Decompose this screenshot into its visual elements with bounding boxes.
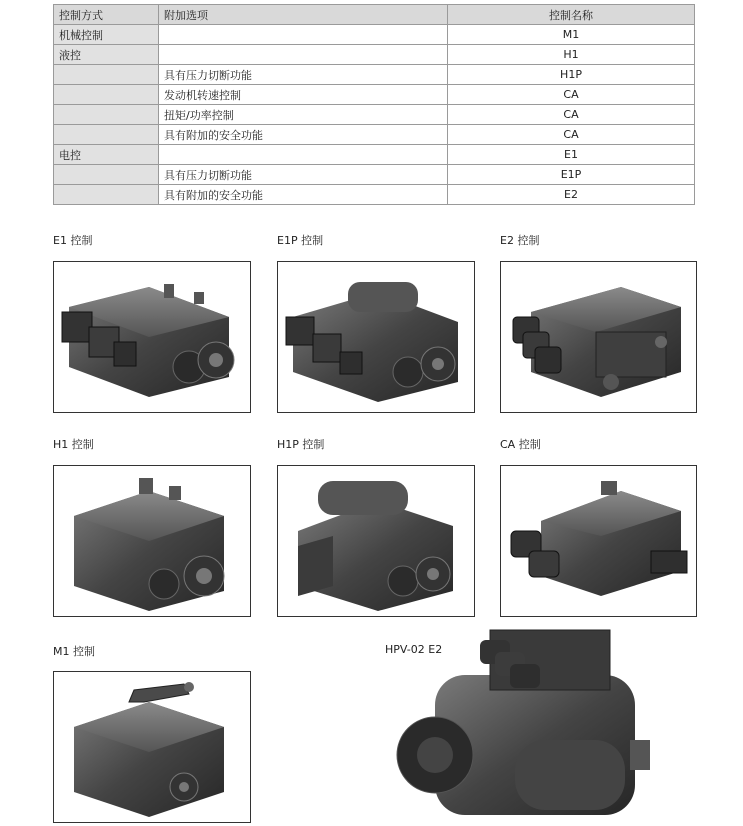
cell-code: H1 (448, 45, 695, 65)
cell-code: E1P (448, 165, 695, 185)
cell-option (159, 25, 448, 45)
cell-mode (54, 65, 159, 85)
caption-e2: E2 控制 (500, 234, 540, 247)
e2-control-image (501, 262, 696, 412)
control-options-table (53, 4, 695, 205)
caption-h1p: H1P 控制 (277, 438, 325, 451)
caption-ca: CA 控制 (500, 438, 541, 451)
header-control-name: 控制名称 (448, 5, 695, 25)
cell-code: CA (448, 85, 695, 105)
cell-option (159, 45, 448, 65)
cell-mode (54, 125, 159, 145)
caption-e1: E1 控制 (53, 234, 93, 247)
cell-option: 具有附加的安全功能 (159, 125, 448, 145)
cell-code: H1P (448, 65, 695, 85)
caption-e1p: E1P 控制 (277, 234, 324, 247)
cell-option: 具有压力切断功能 (159, 65, 448, 85)
cell-code: CA (448, 125, 695, 145)
cell-mode: 液控 (54, 45, 159, 65)
table-row (54, 105, 695, 125)
cell-code: E2 (448, 185, 695, 205)
h1-control-image (54, 466, 250, 616)
cell-option: 发动机转速控制 (159, 85, 448, 105)
table-row (54, 65, 695, 85)
figure-e1-control (53, 261, 251, 413)
cell-mode: 电控 (54, 145, 159, 165)
cell-code: M1 (448, 25, 695, 45)
hpv02-e2-pump-image (395, 620, 695, 826)
e1-control-image (54, 262, 250, 412)
cell-mode (54, 105, 159, 125)
cell-mode (54, 165, 159, 185)
cell-option: 扭矩/功率控制 (159, 105, 448, 125)
m1-control-image (54, 672, 250, 822)
ca-control-image (501, 466, 696, 616)
header-control-mode: 控制方式 (54, 5, 159, 25)
table-row (54, 185, 695, 205)
cell-code: CA (448, 105, 695, 125)
h1p-control-image (278, 466, 474, 616)
figure-e1p-control (277, 261, 475, 413)
table-row (54, 165, 695, 185)
header-additional-option: 附加选项 (159, 5, 448, 25)
figure-m1-control (53, 671, 251, 823)
cell-mode: 机械控制 (54, 25, 159, 45)
cell-mode (54, 185, 159, 205)
figure-h1p-control (277, 465, 475, 617)
table-row (54, 45, 695, 65)
figure-ca-control (500, 465, 697, 617)
caption-h1: H1 控制 (53, 438, 94, 451)
caption-m1: M1 控制 (53, 645, 95, 658)
table-header-row (54, 5, 695, 25)
table-row (54, 145, 695, 165)
cell-option: 具有附加的安全功能 (159, 185, 448, 205)
figure-e2-control (500, 261, 697, 413)
table-row (54, 125, 695, 145)
table-row (54, 85, 695, 105)
e1p-control-image (278, 262, 474, 412)
cell-option: 具有压力切断功能 (159, 165, 448, 185)
cell-mode (54, 85, 159, 105)
figure-h1-control (53, 465, 251, 617)
cell-code: E1 (448, 145, 695, 165)
figure-hpv02-e2-pump (395, 620, 695, 826)
caption-hpv: HPV-02 E2 (385, 643, 443, 656)
cell-option (159, 145, 448, 165)
table-row (54, 25, 695, 45)
